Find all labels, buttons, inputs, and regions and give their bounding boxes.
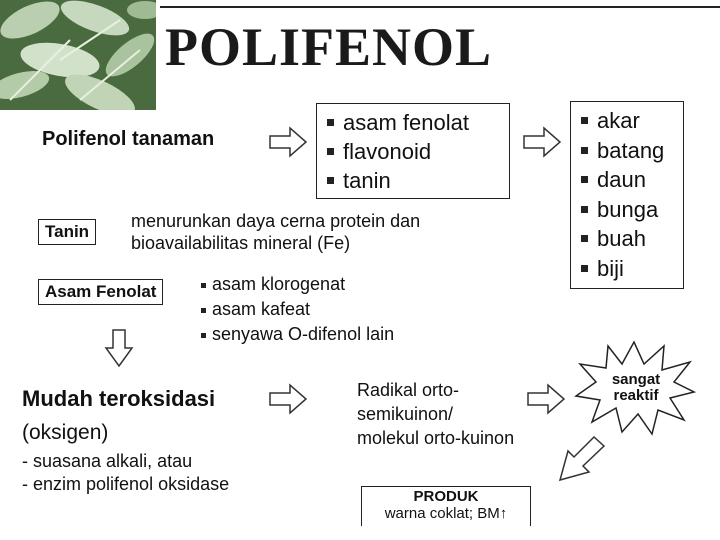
asam-fenolat-list: [200, 272, 394, 347]
radical-line: Radikal orto-: [357, 380, 460, 400]
tanin-description-line: menurunkan daya cerna protein dan: [131, 211, 421, 231]
arrow-down-icon: [106, 330, 132, 366]
asam-fenolat-item: asam klorogenat: [200, 272, 394, 297]
arrow-right-icon: [270, 128, 306, 156]
reactive-burst: [572, 340, 696, 436]
page-title: POLIFENOL: [165, 17, 493, 77]
plant-part-item: biji: [577, 254, 683, 284]
type-item: asam fenolat: [323, 108, 509, 137]
arrow-right-icon: [270, 385, 306, 413]
asam-fenolat-item: asam kafeat: [200, 297, 394, 322]
product-description: warna coklat; BM↑: [384, 505, 508, 522]
tanin-description-line: bioavailabilitas mineral (Fe): [131, 233, 351, 253]
product-box: [361, 486, 531, 526]
arrow-down-left-icon: [560, 437, 604, 480]
plant-part-item: buah: [577, 224, 683, 254]
arrow-right-icon: [528, 385, 564, 413]
arrow-right-icon: [524, 128, 560, 156]
oxidation-title: Mudah teroksidasi: [22, 386, 216, 411]
asam-fenolat-label-box: Asam Fenolat: [38, 279, 163, 305]
plant-part-item: bunga: [577, 195, 683, 225]
plant-part-item: akar: [577, 106, 683, 136]
oxidation-conditions: [22, 450, 229, 496]
tanin-label-box: Tanin: [38, 219, 96, 245]
oxidation-subtitle: (oksigen): [22, 421, 109, 444]
radical-text: [357, 378, 514, 450]
reactive-line-2: reaktif: [613, 387, 659, 404]
tanin-description: [131, 210, 420, 254]
oxidation-condition: - enzim polifenol oksidase: [22, 474, 230, 494]
plant-part-item: batang: [577, 136, 683, 166]
source-label: Polifenol tanaman: [42, 128, 215, 150]
radical-line: molekul orto-kuinon: [357, 428, 515, 448]
polyphenol-types-box: [316, 103, 510, 199]
plant-part-item: daun: [577, 165, 683, 195]
asam-fenolat-item: senyawa O-difenol lain: [200, 322, 394, 347]
reactive-line-1: sangat: [611, 371, 661, 388]
plant-parts-box: [570, 101, 684, 289]
type-item: tanin: [323, 166, 509, 195]
product-title: PRODUK: [413, 488, 479, 505]
type-item: flavonoid: [323, 137, 509, 166]
oxidation-condition: - suasana alkali, atau: [22, 451, 193, 471]
radical-line: semikuinon/: [357, 404, 454, 424]
